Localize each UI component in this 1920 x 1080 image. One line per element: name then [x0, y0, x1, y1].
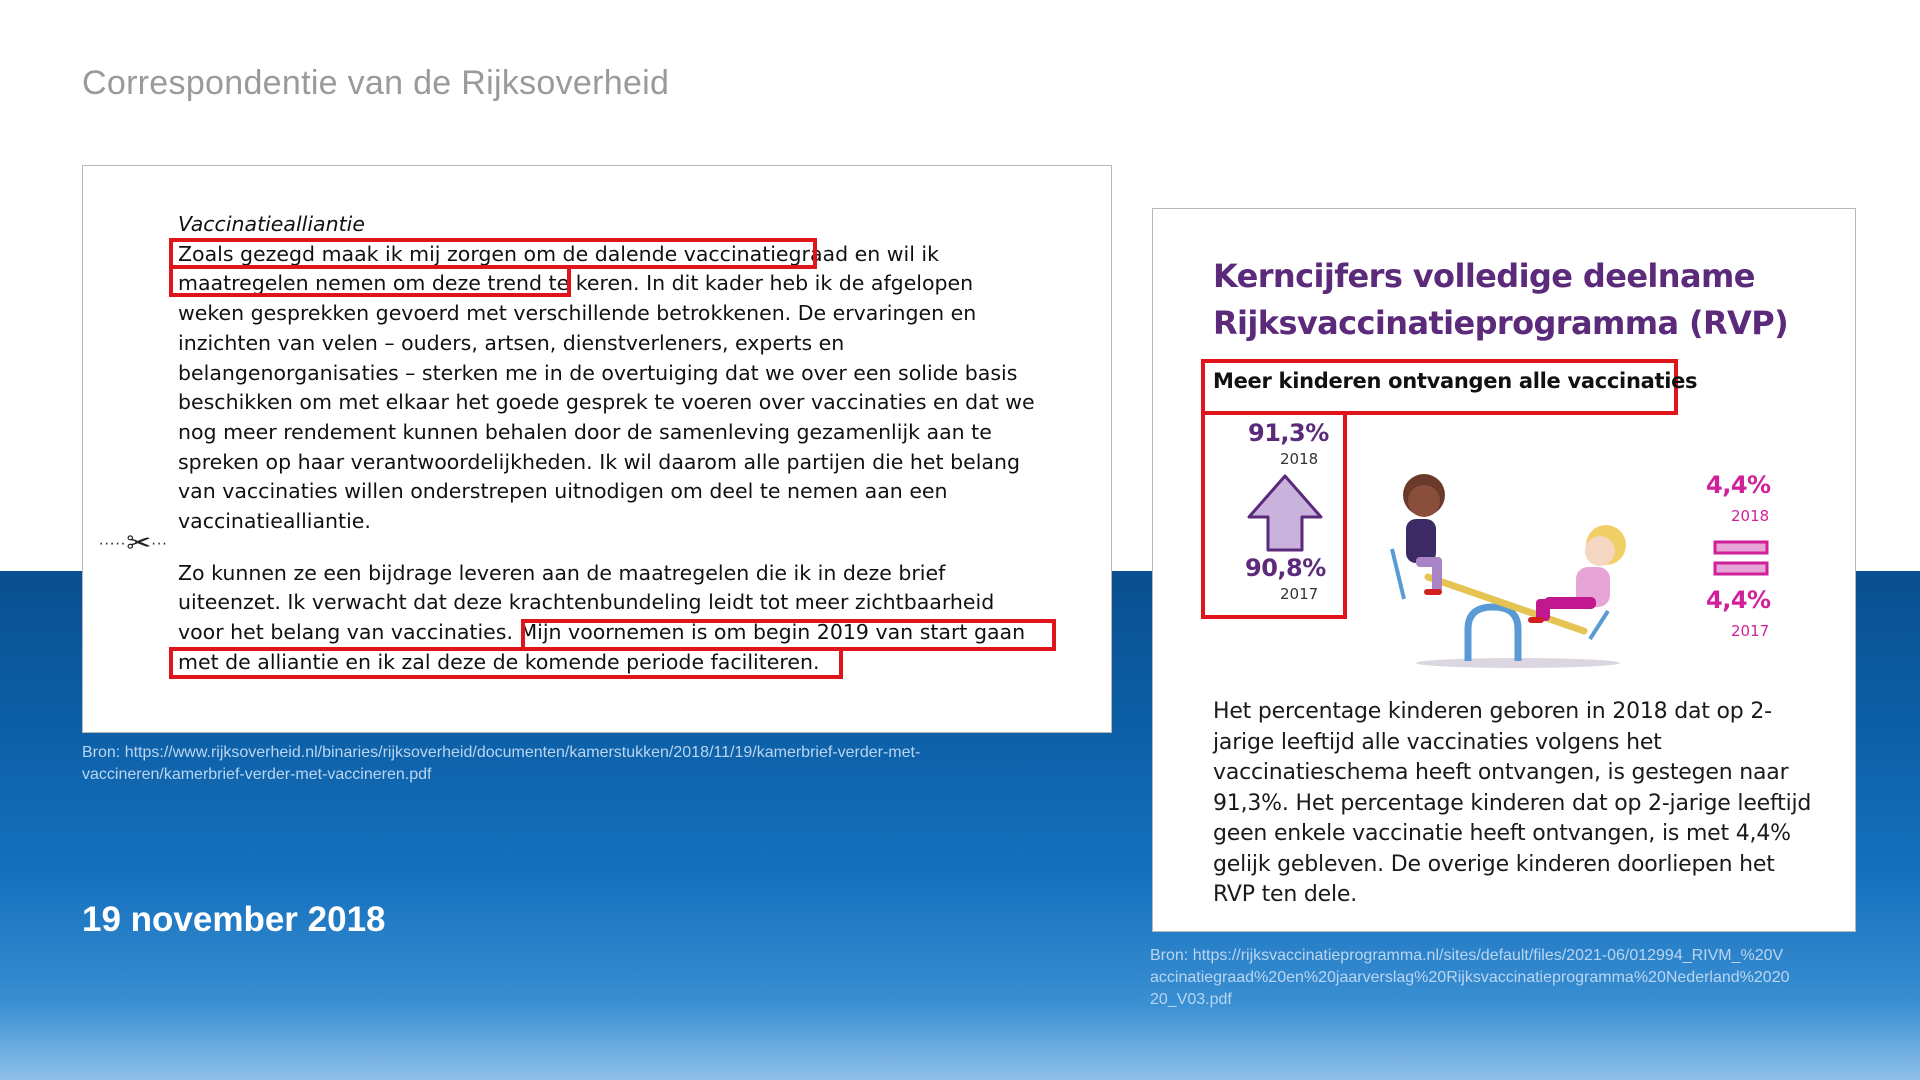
highlight-box-1b: [169, 265, 571, 297]
full-vaccination-2018: 91,3%: [1248, 419, 1329, 447]
arrow-up-icon: [1245, 473, 1325, 553]
no-vaccination-2017-year: 2017: [1731, 622, 1770, 640]
equals-icon: [1713, 539, 1769, 579]
rvp-body-text: Het percentage kinderen geboren in 2018 dat op 2-jarige leeftijd alle vaccinaties volgens het vaccinatieschema heeft ontvangen, is gestegen naar 91,3%. Het percentage kinderen dat op 2-jarige leeftijd geen enkele vaccinatie heeft ontvangen, is met 4,4% gelijk gebleven. De overige kinderen doorliepen het RVP ten dele.: [1213, 699, 1812, 907]
rvp-infographic-panel: [1152, 208, 1856, 932]
letter-source: Bron: https://www.rijksoverheid.nl/binaries/rijksoverheid/documenten/kamerstukken/2018/11/19/kamerbrief-verder-met-vaccineren/kamerbrief-verder-met-vaccineren.pdf: [82, 744, 921, 783]
letter-heading: Vaccinatiealliantie: [178, 212, 365, 236]
letter-paragraph-2: Zo kunnen ze een bijdrage leveren aan de maatregelen die ik in deze brief uiteenzet. Ik verwacht dat deze krachtenbundeling leidt tot meer zichtbaarheid voor het belang van vaccinaties. Mijn voornemen is om begin 2019 van start gaan met de alliantie en ik zal deze de komende periode faciliteren.: [178, 560, 1026, 674]
letter-paragraph-1: Zoals gezegd maak ik mij zorgen om de dalende vaccinatiegraad en wil ik maatregelen nemen om deze trend te keren. In dit kader heb ik de afgelopen weken gesprekken gevoerd met verschillende betrokkenen. De ervaringen en inzichten van velen – ouders, artsen, dienstverleners, experts en belangenorganisaties – sterken me in de overtuiging dat we over een solide basis beschikken om met elkaar het goede gesprek te voeren over vaccinaties en dat we nog meer rendement kunnen behalen door de samenleving gezamenlijk aan te spreken op haar verantwoordelijkheden. Ik wil daarom alle partijen die het belang van vaccinaties willen onderstrepen uitnodigen om deel te nemen aan een vaccinatiealliantie.: [178, 241, 1035, 534]
rvp-source: Bron: https://rijksvaccinatieprogramma.nl/sites/default/files/2021-06/012994_RIVM_%20Vaccinatiegraad%20en%20jaarverslag%20Rijksvaccinatieprogramma%20Nederland%202020_V03.pdf: [1150, 947, 1790, 1008]
scissors-icon: ·····✂···: [99, 526, 168, 561]
full-vaccination-2017-year: 2017: [1280, 585, 1319, 603]
rvp-title: Kerncijfers volledige deelname Rijksvaccinatieprogramma (RVP): [1213, 257, 1789, 342]
no-vaccination-2017: 4,4%: [1706, 586, 1771, 614]
no-vaccination-2018-year: 2018: [1731, 507, 1770, 525]
slide-title: Correspondentie van de Rijksoverheid: [82, 64, 670, 102]
full-vaccination-2017: 90,8%: [1245, 554, 1326, 582]
no-vaccination-2018: 4,4%: [1706, 471, 1771, 499]
seesaw-illustration: [1368, 449, 1668, 679]
rvp-subtitle: Meer kinderen ontvangen alle vaccinaties: [1213, 369, 1698, 393]
slide-date: 19 november 2018: [82, 900, 386, 939]
full-vaccination-2018-year: 2018: [1280, 450, 1319, 468]
highlight-box-2b: [169, 647, 843, 679]
letter-excerpt-panel: [82, 165, 1112, 733]
